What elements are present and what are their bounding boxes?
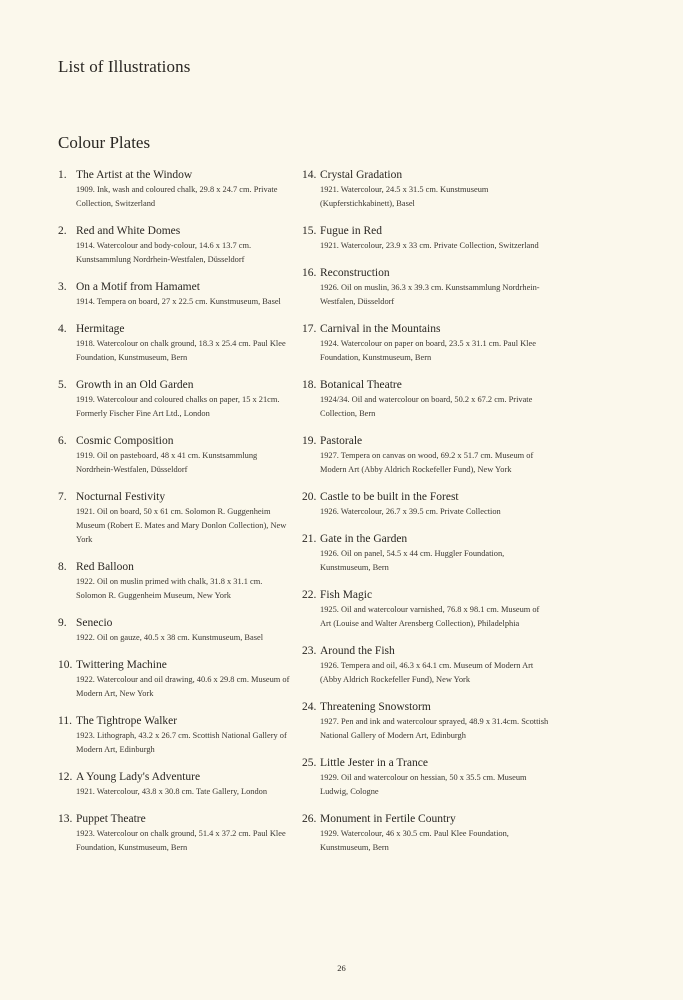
- plates-column-right: [302, 168, 552, 868]
- plate-entry: [58, 490, 294, 547]
- plate-title: Hermitage: [76, 323, 125, 335]
- plate-number: 12.: [58, 771, 73, 783]
- plate-details: 1921. Watercolour, 23.9 x 33 cm. Private Collection, Switzerland: [320, 241, 539, 250]
- plate-number: 14.: [302, 169, 317, 181]
- plate-number: 20.: [302, 491, 317, 503]
- plate-details: 1927. Pen and ink and watercolour sprayed, 48.9 x 31.4cm. Scottish National Gallery of Modern Art, Edinburgh: [320, 717, 549, 740]
- plate-details: 1921. Watercolour, 24.5 x 31.5 cm. Kunstmuseum (Kupferstichkabinett), Basel: [320, 185, 489, 208]
- plate-entry: [302, 644, 552, 687]
- plate-number: 13.: [58, 813, 73, 825]
- plate-entry: [58, 812, 294, 855]
- plate-title: A Young Lady's Adventure: [76, 771, 201, 783]
- plate-number: 7.: [58, 491, 67, 503]
- plate-entry: [58, 616, 294, 645]
- plate-details: 1922. Watercolour and oil drawing, 40.6 x 29.8 cm. Museum of Modern Art, New York: [76, 675, 290, 698]
- plate-title: The Artist at the Window: [76, 169, 193, 181]
- plate-title: Senecio: [76, 617, 113, 629]
- plate-entry: [58, 770, 294, 799]
- plate-entry: [58, 658, 294, 701]
- plate-title: Around the Fish: [320, 645, 395, 657]
- plate-entry: [302, 588, 552, 631]
- plate-details: 1924/34. Oil and watercolour on board, 50.2 x 67.2 cm. Private Collection, Bern: [320, 395, 533, 418]
- plate-title: Gate in the Garden: [320, 533, 408, 545]
- plate-title: Threatening Snowstorm: [320, 701, 431, 713]
- plate-details: 1914. Watercolour and body-colour, 14.6 x 13.7 cm. Kunstsammlung Nordrhein-Westfalen, Düsseldorf: [76, 241, 252, 264]
- plate-title: Red and White Domes: [76, 225, 181, 237]
- plate-title: Puppet Theatre: [76, 813, 146, 825]
- plate-title: Little Jester in a Trance: [320, 757, 428, 769]
- plates-column-left: [58, 168, 294, 868]
- plate-entry: [58, 560, 294, 603]
- plate-entry: [58, 714, 294, 757]
- plate-number: 15.: [302, 225, 317, 237]
- plate-title: Growth in an Old Garden: [76, 379, 194, 391]
- plate-entry: [58, 168, 294, 211]
- plate-entry: [302, 168, 552, 211]
- plate-title: Carnival in the Mountains: [320, 323, 441, 335]
- plate-number: 5.: [58, 379, 67, 391]
- plate-entry: [58, 322, 294, 365]
- plate-details: 1923. Lithograph, 43.2 x 26.7 cm. Scottish National Gallery of Modern Art, Edinburgh: [76, 731, 287, 754]
- plate-title: The Tightrope Walker: [76, 715, 178, 727]
- plate-details: 1919. Watercolour and coloured chalks on paper, 15 x 21cm. Formerly Fischer Fine Art Ltd., London: [76, 395, 280, 418]
- plate-details: 1909. Ink, wash and coloured chalk, 29.8 x 24.7 cm. Private Collection, Switzerland: [76, 185, 278, 208]
- plate-details: 1925. Oil and watercolour varnished, 76.8 x 98.1 cm. Museum of Art (Louise and Walter Arensberg Collection), Philadelphia: [320, 605, 540, 628]
- plate-entry: [58, 378, 294, 421]
- plate-number: 1.: [58, 169, 67, 181]
- plate-entry: [58, 280, 294, 309]
- section-title: Colour Plates: [58, 133, 151, 152]
- plate-details: 1926. Oil on muslin, 36.3 x 39.3 cm. Kunstsammlung Nordrhein-Westfalen, Düsseldorf: [320, 283, 540, 306]
- plate-details: 1927. Tempera on canvas on wood, 69.2 x 51.7 cm. Museum of Modern Art (Abby Aldrich Rockefeller Fund), New York: [320, 451, 534, 474]
- plate-details: 1921. Watercolour, 43.8 x 30.8 cm. Tate Gallery, London: [76, 787, 268, 796]
- plate-entry: [302, 532, 552, 575]
- plate-details: 1923. Watercolour on chalk ground, 51.4 x 37.2 cm. Paul Klee Foundation, Kunstmuseum, Bern: [76, 829, 286, 852]
- plate-entry: [302, 224, 552, 253]
- plate-details: 1926. Watercolour, 26.7 x 39.5 cm. Private Collection: [320, 507, 501, 516]
- plate-number: 22.: [302, 589, 317, 601]
- page-number: 26: [337, 963, 346, 973]
- plate-entry: [302, 756, 552, 799]
- plate-number: 2.: [58, 225, 67, 237]
- plate-number: 19.: [302, 435, 317, 447]
- plate-title: Castle to be built in the Forest: [320, 491, 459, 503]
- plate-number: 4.: [58, 323, 67, 335]
- plate-title: On a Motif from Hamamet: [76, 281, 200, 293]
- plate-title: Twittering Machine: [76, 659, 167, 671]
- plate-number: 6.: [58, 435, 67, 447]
- plate-details: 1926. Oil on panel, 54.5 x 44 cm. Huggler Foundation, Kunstmuseum, Bern: [320, 549, 505, 572]
- plate-title: Crystal Gradation: [320, 169, 403, 181]
- plate-title: Pastorale: [320, 435, 363, 447]
- plate-details: 1926. Tempera and oil, 46.3 x 64.1 cm. Museum of Modern Art (Abby Aldrich Rockefeller Fund), New York: [320, 661, 534, 684]
- plate-number: 17.: [302, 323, 317, 335]
- plate-title: Reconstruction: [320, 267, 390, 279]
- plate-entry: [302, 812, 552, 855]
- plate-details: 1922. Oil on muslin primed with chalk, 31.8 x 31.1 cm. Solomon R. Guggenheim Museum, New York: [76, 577, 263, 600]
- plate-entry: [302, 378, 552, 421]
- plate-title: Monument in Fertile Country: [320, 813, 456, 825]
- plate-number: 3.: [58, 281, 67, 293]
- plate-entry: [302, 266, 552, 309]
- plate-number: 9.: [58, 617, 67, 629]
- plate-number: 16.: [302, 267, 317, 279]
- plate-number: 23.: [302, 645, 317, 657]
- plate-details: 1924. Watercolour on paper on board, 23.5 x 31.1 cm. Paul Klee Foundation, Kunstmuseum, Bern: [320, 339, 536, 362]
- plate-entry: [58, 224, 294, 267]
- plate-number: 8.: [58, 561, 67, 573]
- plate-number: 11.: [58, 715, 72, 727]
- plate-entry: [302, 700, 552, 743]
- plate-entry: [58, 434, 294, 477]
- plate-number: 18.: [302, 379, 317, 391]
- plate-number: 21.: [302, 533, 317, 545]
- plate-details: 1914. Tempera on board, 27 x 22.5 cm. Kunstmuseum, Basel: [76, 297, 281, 306]
- plate-details: 1929. Watercolour, 46 x 30.5 cm. Paul Klee Foundation, Kunstmuseum, Bern: [320, 829, 509, 852]
- plate-number: 24.: [302, 701, 317, 713]
- plate-number: 10.: [58, 659, 73, 671]
- plate-title: Cosmic Composition: [76, 435, 174, 447]
- plate-number: 25.: [302, 757, 317, 769]
- plate-title: Botanical Theatre: [320, 379, 402, 391]
- plate-number: 26.: [302, 813, 317, 825]
- plate-title: Fugue in Red: [320, 225, 382, 237]
- plate-details: 1919. Oil on pasteboard, 48 x 41 cm. Kunstsammlung Nordrhein-Westfalen, Düsseldorf: [76, 451, 258, 474]
- page-title: List of Illustrations: [58, 57, 191, 76]
- plate-entry: [302, 434, 552, 477]
- plate-details: 1929. Oil and watercolour on hessian, 50 x 35.5 cm. Museum Ludwig, Cologne: [320, 773, 527, 796]
- plate-details: 1918. Watercolour on chalk ground, 18.3 x 25.4 cm. Paul Klee Foundation, Kunstmuseum, Bern: [76, 339, 286, 362]
- plate-details: 1921. Oil on board, 50 x 61 cm. Solomon R. Guggenheim Museum (Robert E. Mates and Mary Donlon Collection), New York: [76, 507, 287, 544]
- plate-title: Red Balloon: [76, 561, 134, 573]
- plate-details: 1922. Oil on gauze, 40.5 x 38 cm. Kunstmuseum, Basel: [76, 633, 264, 642]
- plate-entry: [302, 490, 552, 519]
- plate-title: Fish Magic: [320, 589, 373, 601]
- plate-title: Nocturnal Festivity: [76, 491, 166, 503]
- plate-entry: [302, 322, 552, 365]
